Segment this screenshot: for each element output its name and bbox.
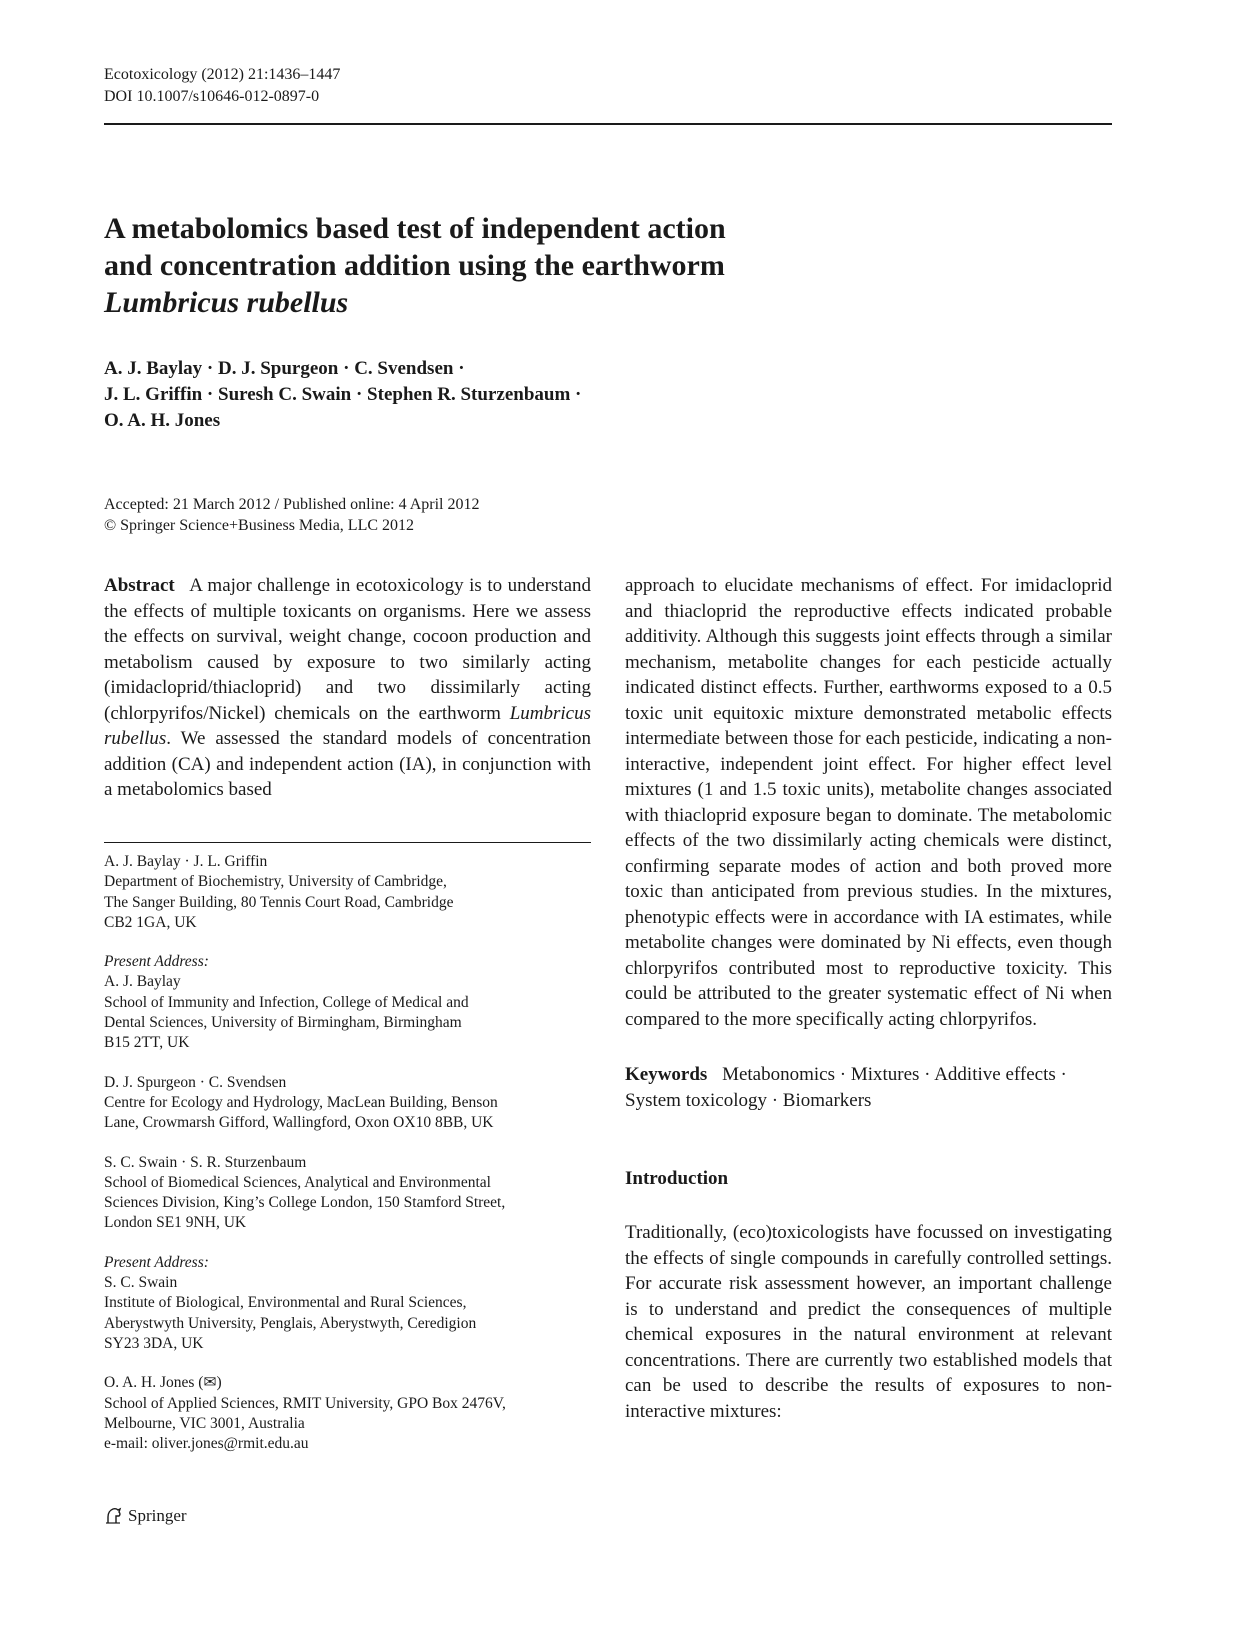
introduction-text: Traditionally, (eco)toxicologists have focussed on investigating the effects of single compounds in carefully controlled settings. For accurate risk assessment however, an important challenge is to understand and predict the consequences of multiple chemical exposures in the natural environment at relevant concentrations. There are currently two established models that can be used to describe the results of exposures to non-interactive mixtures:	[625, 1222, 1112, 1422]
author-list	[104, 356, 581, 434]
affiliation-block	[104, 1253, 591, 1354]
affiliation-names: D. J. Spurgeon · C. Svendsen	[104, 1073, 287, 1091]
abstract-heading: Abstract	[104, 575, 175, 596]
paper-title	[104, 210, 864, 321]
affiliation-names: S. C. Swain · S. R. Sturzenbaum	[104, 1153, 307, 1171]
affiliation-line: Melbourne, VIC 3001, Australia	[104, 1414, 305, 1432]
abstract-text-part2: . We assessed the standard models of concentration addition (CA) and independent action (IA), in conjunction with a metabolomics based	[104, 728, 591, 800]
page-footer	[104, 1505, 187, 1527]
doi: DOI 10.1007/s10646-012-0897-0	[104, 88, 320, 105]
affiliation-block	[104, 1373, 591, 1454]
springer-horse-icon	[104, 1506, 124, 1526]
affiliation-line: Sciences Division, King’s College London, 150 Stamford Street,	[104, 1194, 506, 1212]
header-divider	[104, 123, 1112, 125]
copyright: © Springer Science+Business Media, LLC 2012	[104, 517, 415, 534]
keywords	[625, 1062, 1112, 1113]
left-column	[104, 573, 591, 803]
present-address-label: Present Address:	[104, 953, 209, 971]
introduction-heading: Introduction	[625, 1168, 729, 1189]
present-address-label: Present Address:	[104, 1253, 209, 1271]
keywords-list: Metabonomics · Mixtures · Additive effects · System toxicology · Biomarkers	[625, 1064, 1067, 1111]
author-line-1: A. J. Baylay · D. J. Spurgeon · C. Svendsen ·	[104, 358, 465, 379]
affiliation-line: SY23 3DA, UK	[104, 1334, 204, 1352]
affiliation-block	[104, 952, 591, 1053]
affiliation-line: Lane, Crowmarsh Gifford, Wallingford, Oxon OX10 8BB, UK	[104, 1114, 494, 1132]
affiliation-block	[104, 1073, 591, 1134]
affiliation-line: School of Applied Sciences, RMIT University, GPO Box 2476V,	[104, 1394, 506, 1412]
affiliation-names: A. J. Baylay · J. L. Griffin	[104, 853, 268, 870]
title-line-2: and concentration addition using the earthworm	[104, 249, 725, 282]
affiliation-line: CB2 1GA, UK	[104, 913, 197, 931]
affiliation-names: A. J. Baylay	[104, 973, 181, 991]
journal-header	[104, 64, 340, 108]
abstract	[104, 573, 591, 803]
journal-citation: Ecotoxicology (2012) 21:1436–1447	[104, 66, 341, 83]
affiliation-names: S. C. Swain	[104, 1274, 178, 1292]
publisher-name: Springer	[128, 1506, 187, 1525]
keywords-label: Keywords	[625, 1064, 708, 1085]
affiliation-line: Dental Sciences, University of Birmingham, Birmingham	[104, 1014, 462, 1032]
right-column	[625, 573, 1112, 1424]
affiliation-divider	[104, 842, 591, 843]
affiliations	[104, 852, 591, 1473]
abstract-continued: approach to elucidate mechanisms of effect. For imidacloprid and thiacloprid the reproductive effects indicated probable additivity. Although this suggests joint effects through a similar mechanism, metabolite changes for each pesticide actually indicated distinct effects. Further, earthworms exposed to a 0.5 toxic unit equitoxic mixture demonstrated metabolic effects intermediate between those for each pesticide, indicating a non-interactive, independent joint effect. For higher effect level mixtures (1 and 1.5 toxic units), metabolite changes associated with thiacloprid exposure began to dominate. The metabolomic effects of the two dissimilarly acting chemicals were distinct, confirming separate modes of action and both proved more toxic than anticipated from previous studies. In the mixtures, phenotypic effects were in accordance with IA estimates, while metabolite changes were dominated by Ni effects, even though chlorpyrifos contributed most to reproductive toxicity. This could be attributed to the greater systematic effect of Ni when compared to the more specifically acting chlorpyrifos.	[625, 575, 1112, 1030]
affiliation-line: B15 2TT, UK	[104, 1034, 190, 1052]
affiliation-line: London SE1 9NH, UK	[104, 1214, 247, 1232]
title-line-1: A metabolomics based test of independent action	[104, 212, 726, 245]
affiliation-line: The Sanger Building, 80 Tennis Court Road, Cambridge	[104, 893, 454, 911]
abstract-text-part1: A major challenge in ecotoxicology is to understand the effects of multiple toxicants on organisms. Here we assess the effects on survival, weight change, cocoon production and metabolism caused by exposure to two similarly acting (imidacloprid/thiacloprid) and two dissimilarly acting (chlorpyrifos/Nickel) chemicals on the earthworm	[104, 575, 592, 724]
affiliation-line: Centre for Ecology and Hydrology, MacLean Building, Benson	[104, 1093, 498, 1111]
affiliation-line: School of Immunity and Infection, College of Medical and	[104, 993, 469, 1011]
affiliation-line: Institute of Biological, Environmental and Rural Sciences,	[104, 1294, 467, 1312]
author-line-2: J. L. Griffin · Suresh C. Swain · Stephen R. Sturzenbaum ·	[104, 384, 582, 405]
affiliation-block	[104, 852, 591, 933]
accepted-published: Accepted: 21 March 2012 / Published online: 4 April 2012	[104, 496, 480, 513]
publication-dates	[104, 494, 480, 536]
affiliation-block	[104, 1153, 591, 1234]
species-name: Lumbricus rubellus	[104, 702, 592, 749]
affiliation-names: O. A. H. Jones (✉)	[104, 1374, 222, 1392]
affiliation-line: Aberystwyth University, Penglais, Aberystwyth, Ceredigion	[104, 1314, 477, 1332]
corresponding-email[interactable]: e-mail: oliver.jones@rmit.edu.au	[104, 1435, 309, 1453]
title-line-3: Lumbricus rubellus	[104, 286, 349, 319]
author-line-3: O. A. H. Jones	[104, 410, 221, 431]
affiliation-line: School of Biomedical Sciences, Analytical and Environmental	[104, 1173, 491, 1191]
affiliation-line: Department of Biochemistry, University of Cambridge,	[104, 873, 447, 891]
